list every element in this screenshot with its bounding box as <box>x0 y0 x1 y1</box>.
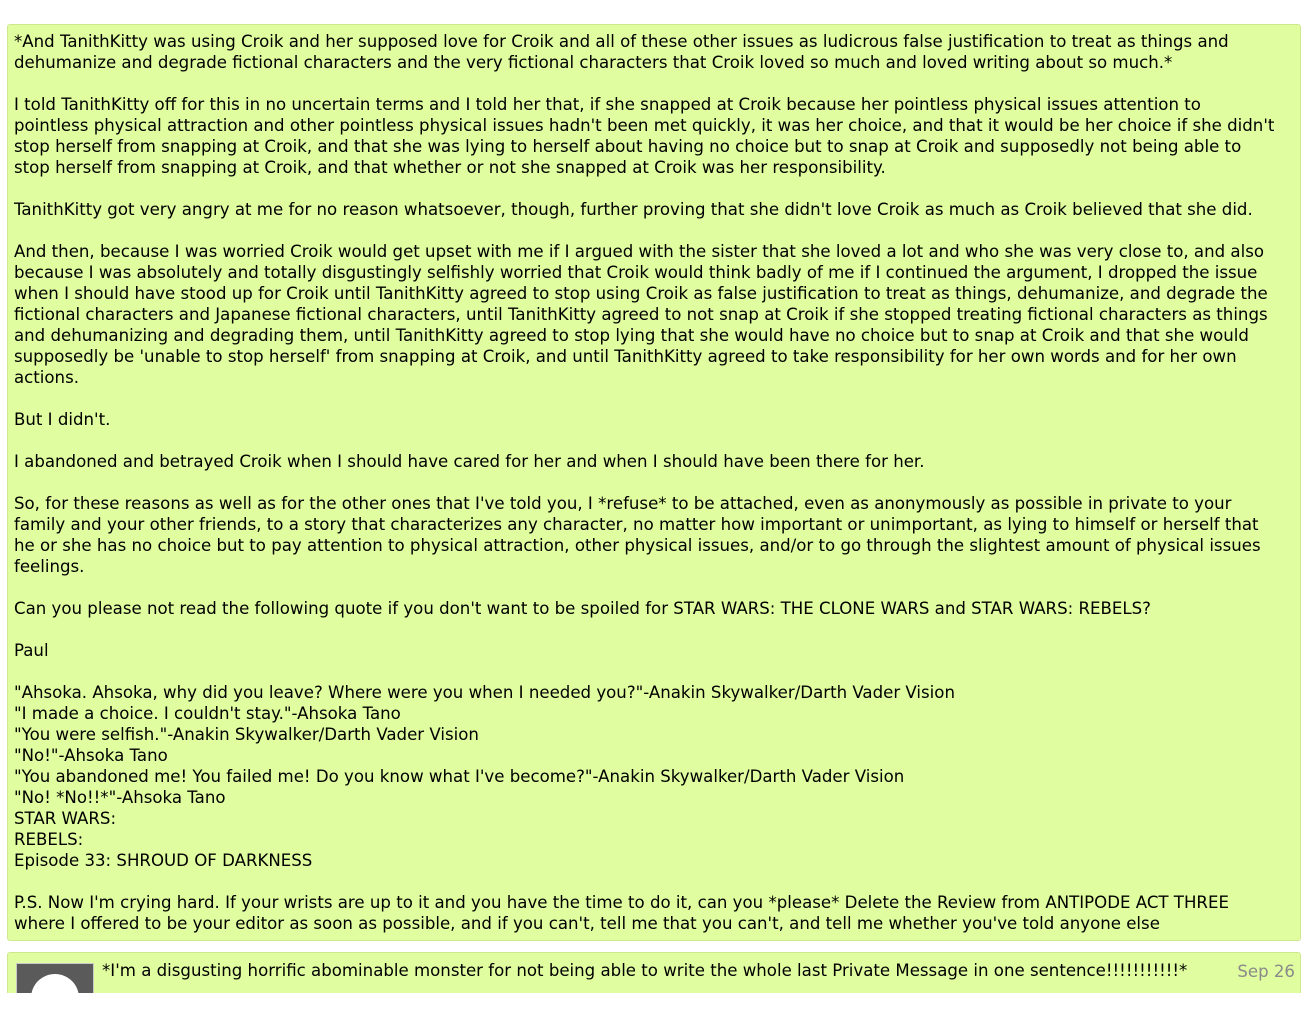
message-line <box>14 661 1294 682</box>
message-line: where I offered to be your editor as soon as possible, and if you can't, tell me that you can't, and tell me whether you've told anyone else <box>14 914 1160 933</box>
message-line <box>14 73 1294 94</box>
message-line: "No!"-Ahsoka Tano <box>14 746 168 765</box>
message-line <box>14 577 1294 598</box>
message-line: I told TanithKitty off for this in no uncertain terms and I told her that, if she snapped at Croik because her pointless physical issues attention to <box>14 95 1201 114</box>
message-line: TanithKitty got very angry at me for no reason whatsoever, though, further proving that she didn't love Croik as much as Croik believed that she did. <box>14 200 1253 219</box>
message-line: P.S. Now I'm crying hard. If your wrists are up to it and you have the time to do it, can you *please* Delete the Review from ANTIPODE ACT THREE <box>14 893 1229 912</box>
message-line: *And TanithKitty was using Croik and her supposed love for Croik and all of these other issues as ludicrous false justification to treat as things and <box>14 32 1229 51</box>
message-subject-link[interactable]: *I'm a disgusting horrific abominable monster for not being able to write the whole last Private Message in one sentence!!!!!!!!!!!* <box>102 961 1188 980</box>
message-line <box>14 388 1294 409</box>
message-line: family and your other friends, to a story that characterizes any character, no matter how important or unimportant, as lying to himself or herself that <box>14 515 1259 534</box>
message-line: Episode 33: SHROUD OF DARKNESS <box>14 851 313 870</box>
message-line: and dehumanizing and degrading them, until TanithKitty agreed to stop lying that she would have no choice but to snap at Croik and that she would <box>14 326 1249 345</box>
message-line <box>14 472 1294 493</box>
message-line: "You abandoned me! You failed me! Do you know what I've become?"-Anakin Skywalker/Darth Vader Vision <box>14 767 905 786</box>
message-body <box>7 24 1301 941</box>
message-line: "You were selfish."-Anakin Skywalker/Darth Vader Vision <box>14 725 479 744</box>
message-line: because I was absolutely and totally disgustingly selfishly worried that Croik would think badly of me if I continued the argument, I dropped the issue <box>14 263 1258 282</box>
message-line: But I didn't. <box>14 410 111 429</box>
message-line: stop herself from snapping at Croik, and that whether or not she snapped at Croik was her responsibility. <box>14 158 886 177</box>
message-line: So, for these reasons as well as for the other ones that I've told you, I *refuse* to be attached, even as anonymously as possible in private to your <box>14 494 1232 513</box>
message-line: REBELS: <box>14 830 84 849</box>
message-line: "I made a choice. I couldn't stay."-Ahsoka Tano <box>14 704 401 723</box>
message-line <box>14 430 1294 451</box>
message-line: actions. <box>14 368 79 387</box>
message-line: fictional characters and Japanese fictional characters, until TanithKitty agreed to not snap at Croik if she stopped treating fictional characters as things <box>14 305 1268 324</box>
message-line <box>14 619 1294 640</box>
message-line: And then, because I was worried Croik would get upset with me if I argued with the sister that she loved a lot and who she was very close to, and also <box>14 242 1264 261</box>
message-line <box>14 178 1294 199</box>
message-line: stop herself from snapping at Croik, and that she was lying to herself about having no choice but to snap at Croik and supposedly not being able to <box>14 137 1242 156</box>
message-line: when I should have stood up for Croik until TanithKitty agreed to stop using Croik as false justification to treat as things, dehumanize, and degrade the <box>14 284 1268 303</box>
message-line: he or she has no choice but to pay attention to physical attraction, other physical issues, and/or to go through the slightest amount of physical issues <box>14 536 1261 555</box>
message-line <box>14 220 1294 241</box>
message-line <box>14 871 1294 892</box>
message-text <box>14 31 1294 934</box>
message-line: "Ahsoka. Ahsoka, why did you leave? Where were you when I needed you?"-Anakin Skywalker/Darth Vader Vision <box>14 683 955 702</box>
message-line: Paul <box>14 641 49 660</box>
message-line: STAR WARS: <box>14 809 117 828</box>
message-line: feelings. <box>14 557 85 576</box>
message-line: Can you please not read the following quote if you don't want to be spoiled for STAR WARS: THE CLONE WARS and STAR WARS: REBELS? <box>14 599 1151 618</box>
page-bottom <box>0 993 1309 1019</box>
message-date: Sep 26 <box>1237 962 1295 981</box>
message-line: pointless physical attraction and other pointless physical issues hadn't been met quickly, it was her choice, and that it would be her choice if she didn't <box>14 116 1275 135</box>
message-line: I abandoned and betrayed Croik when I should have cared for her and when I should have been there for her. <box>14 452 925 471</box>
message-line: supposedly be 'unable to stop herself' from snapping at Croik, and until TanithKitty agreed to take responsibility for her own words and for her own <box>14 347 1237 366</box>
message-line: "No! *No!!*"-Ahsoka Tano <box>14 788 226 807</box>
message-line: dehumanize and degrade fictional characters and the very fictional characters that Croik loved so much and loved writing about so much.* <box>14 53 1173 72</box>
